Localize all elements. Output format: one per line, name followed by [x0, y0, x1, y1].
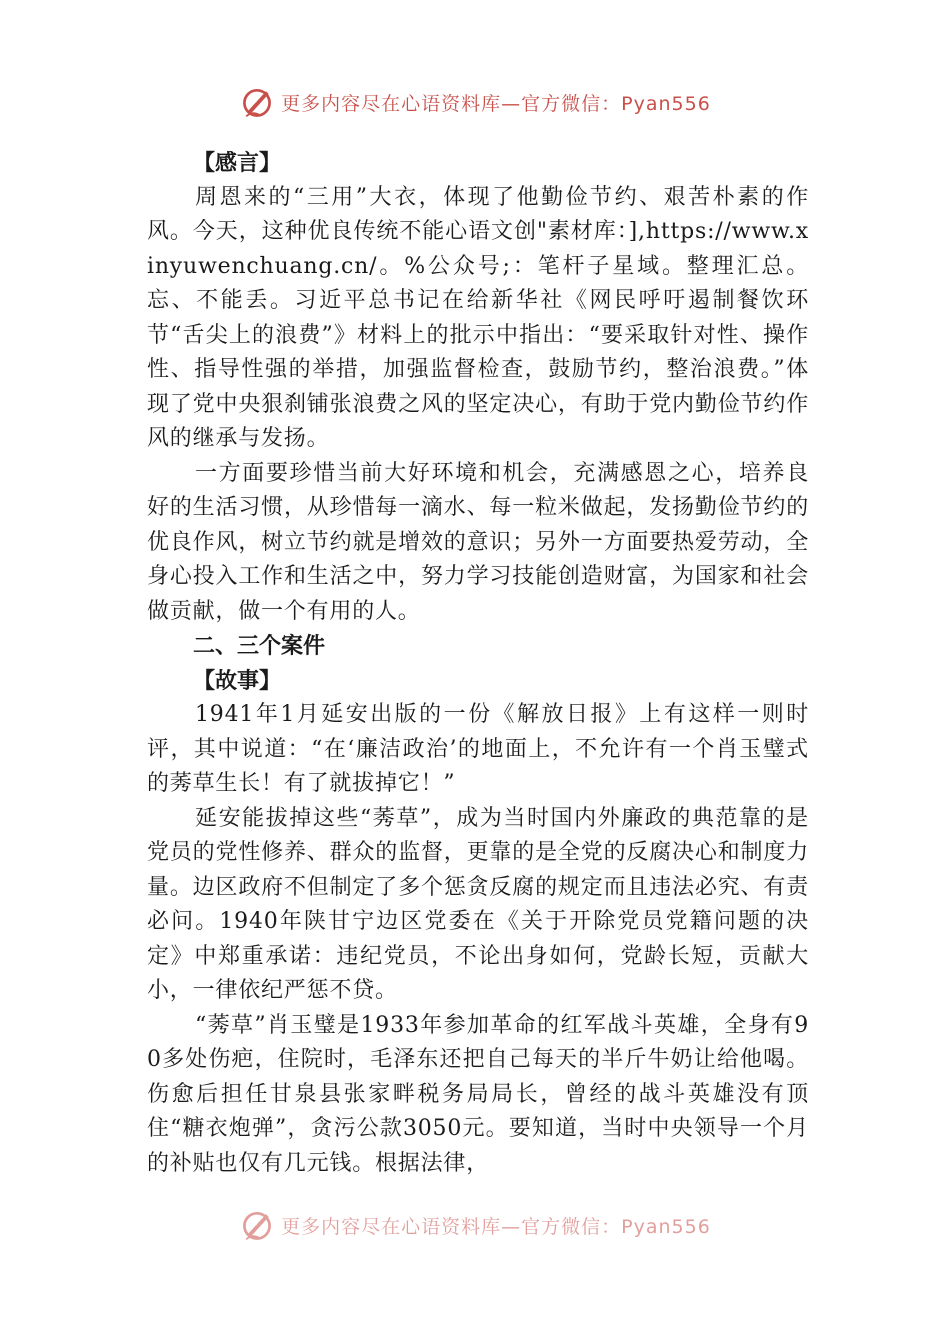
pen-seal-logo-icon — [239, 1207, 275, 1243]
paragraph: 1941年1月延安出版的一份《解放日报》上有这样一则时评，其中说道：“在‘廉洁政治’的地面上，不允许有一个肖玉璧式的莠草生长！有了就拔掉它！” — [147, 702, 809, 796]
section-heading-ganyan: 【感言】 — [193, 150, 282, 176]
section-heading-story: 【故事】 — [193, 667, 282, 694]
paragraph: 周恩来的“三用”大衣，体现了他勤俭节约、艰苦朴素的作风。今天，这种优良传统不能心语文创"素材库：],https://www.xinyuwenchuang.cn/。%公众号;：笔杆子星域。整理汇总。忘、不能丢。习近平总书记在给新华社《网民呼吁遏制餐饮环节“舌尖上的浪费”》材料上的批示中指出：“要采取针对性、操作性、指导性强的举措，加强监督检查，鼓励节约，整治浪费。”体现了党中央狠刹铺张浪费之风的坚定决心，有助于党内勤俭节约作风的继承与发扬。 — [147, 184, 809, 451]
paragraph: 一方面要珍惜当前大好环境和机会，充满感恩之心，培养良好的生活习惯，从珍惜每一滴水、每一粒米做起，发扬勤俭节约的优良作风，树立节约就是增效的意识；另外一方面要热爱劳动，全身心投入工作和生活之中，努力学习技能创造财富，为国家和社会做贡献，做一个有用的人。 — [147, 460, 809, 624]
document-body — [147, 146, 809, 1181]
header-watermark — [0, 84, 950, 120]
watermark-text: 更多内容尽在心语资料库—官方微信：Pyan556 — [281, 1215, 711, 1238]
watermark-text: 更多内容尽在心语资料库—官方微信：Pyan556 — [281, 92, 711, 115]
paragraph: “莠草”肖玉璧是1933年参加革命的红军战斗英雄，全身有90多处伤疤，住院时，毛泽东还把自己每天的半斤牛奶让给他喝。伤愈后担任甘泉县张家畔税务局局长，曾经的战斗英雄没有顶住“糖衣炮弹”，贪污公款3050元。要知道，当时中央领导一个月的补贴也仅有几元钱。根据法律， — [147, 1012, 809, 1176]
pen-seal-logo-icon — [239, 84, 275, 120]
section-heading-cases: 二、三个案件 — [193, 633, 326, 659]
footer-watermark — [0, 1207, 950, 1243]
paragraph: 延安能拔掉这些“莠草”，成为当时国内外廉政的典范靠的是党员的党性修养、群众的监督，更靠的是全党的反腐决心和制度力量。边区政府不但制定了多个惩贪反腐的规定而且违法必究、有责必问。1940年陕甘宁边区党委在《关于开除党员党籍问题的决定》中郑重承诺：违纪党员，不论出身如何，党龄长短，贡献大小，一律依纪严惩不贷。 — [147, 805, 809, 1003]
